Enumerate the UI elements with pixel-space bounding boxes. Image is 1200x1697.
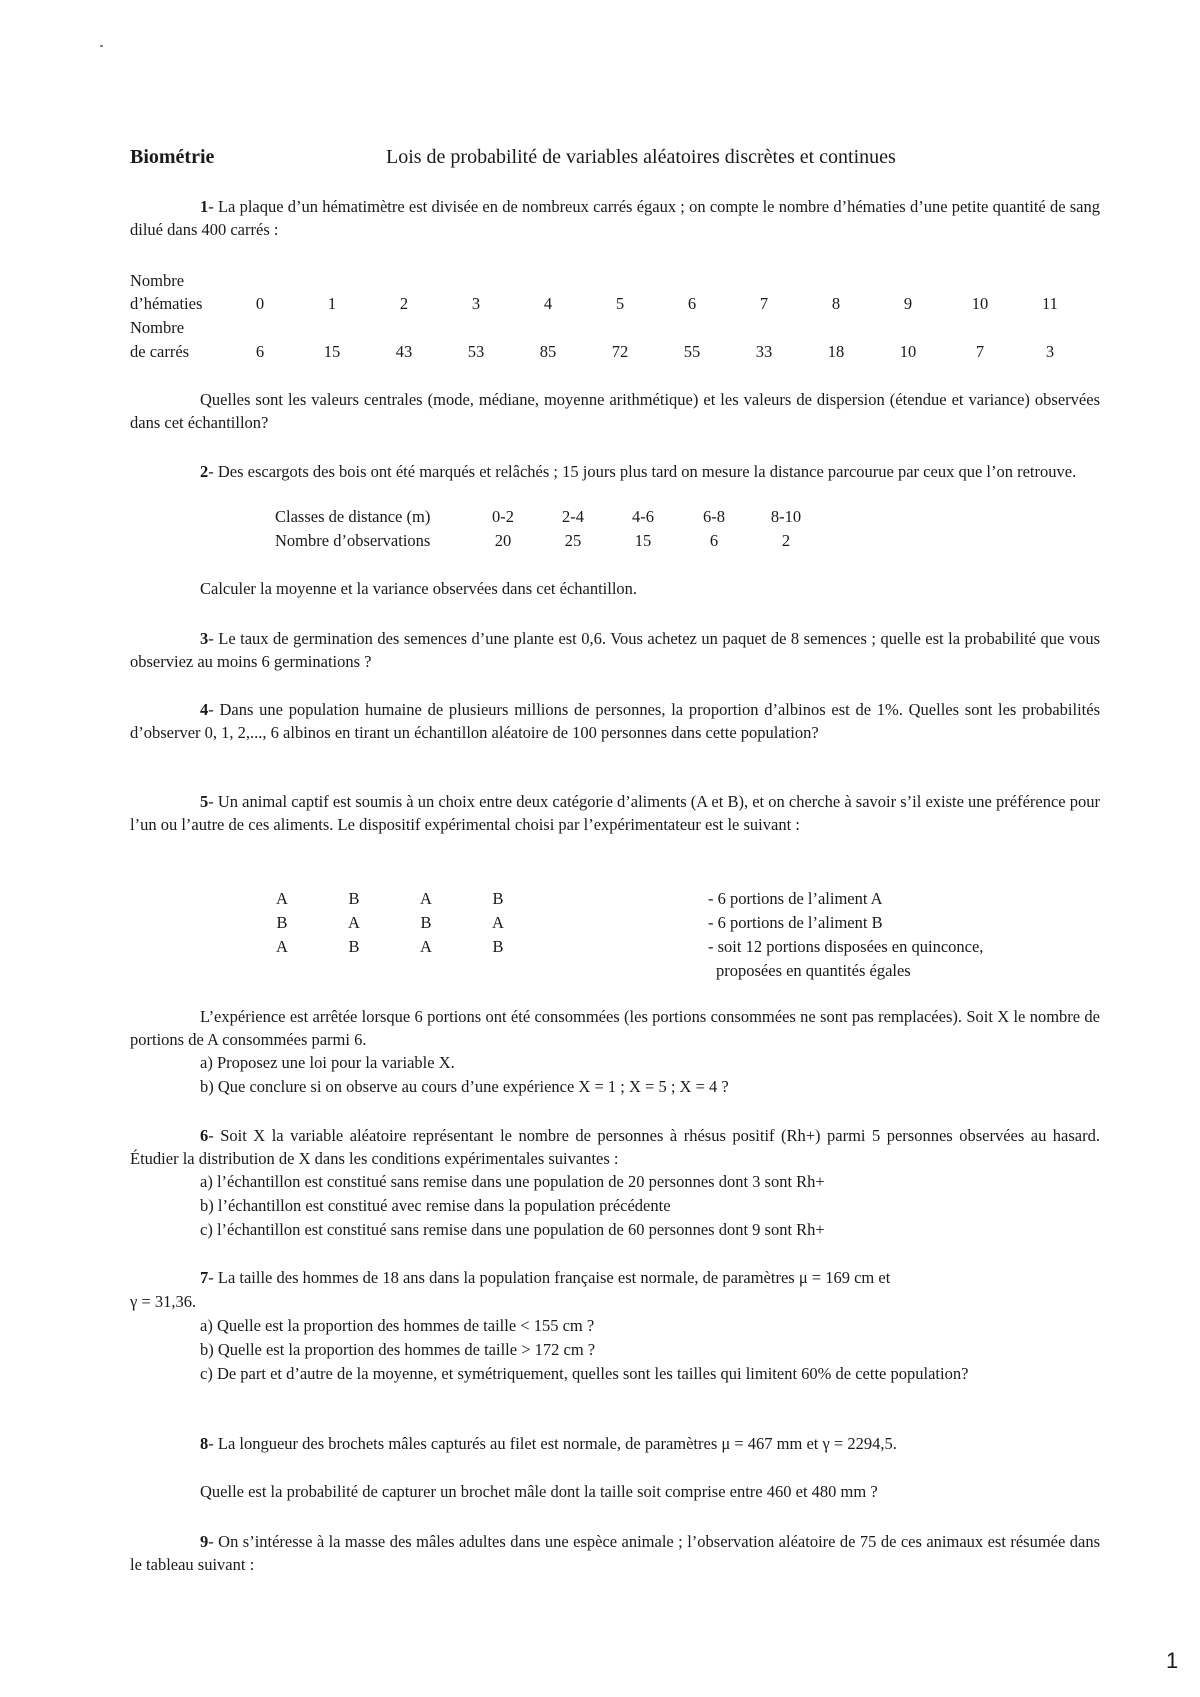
- food-portion-cell: A: [348, 913, 360, 932]
- exercise-1-statement: 1- La plaque d’un hématimètre est divisée en de nombreux carrés égaux ; on compte le nombre d’hématies d’une petite quantité de sang dilué dans 400 carrés :: [130, 197, 1100, 239]
- food-portion-cell: B: [276, 913, 288, 932]
- observation-count-cell: 6: [709, 531, 719, 550]
- food-portion-cell: B: [348, 889, 360, 908]
- hematies-cell: 4: [543, 294, 553, 313]
- hematies-cell: 0: [255, 294, 265, 313]
- exercise-3-statement: 3- Le taux de germination des semences d’une plante est 0,6. Vous achetez un paquet de 8 semences ; quelle est la probabilité que vous observiez au moins 6 germinations ?: [130, 629, 1100, 671]
- food-portion-cell: A: [492, 913, 504, 932]
- carres-cell: 6: [255, 342, 265, 361]
- exercise-6-part-a: a) l’échantillon est constitué sans remise dans une population de 20 personnes dont 3 sont Rh+: [200, 1172, 825, 1191]
- document-title: Lois de probabilité de variables aléatoires discrètes et continues: [386, 146, 896, 168]
- exercise-5-part-b: b) Que conclure si on observe au cours d’une expérience X = 1 ; X = 5 ; X = 4 ?: [200, 1077, 729, 1096]
- table-row-label: Nombre: [130, 271, 185, 290]
- exercise-8-statement: 8- La longueur des brochets mâles capturés au filet est normale, de paramètres μ = 467 mm et γ = 2294,5.: [200, 1434, 897, 1453]
- carres-cell: 53: [467, 342, 485, 361]
- hematies-cell: 10: [971, 294, 989, 313]
- food-portion-cell: A: [420, 937, 432, 956]
- exercise-5-part-a: a) Proposez une loi pour la variable X.: [200, 1053, 455, 1072]
- food-portion-cell: B: [492, 889, 504, 908]
- observation-count-cell: 2: [781, 531, 791, 550]
- carres-cell: 72: [611, 342, 629, 361]
- exercise-2-statement: 2- Des escargots des bois ont été marqués et relâchés ; 15 jours plus tard on mesure la distance parcourue par ceux que l’on retrouve.: [200, 462, 1077, 481]
- exercise-7-part-a: a) Quelle est la proportion des hommes de taille < 155 cm ?: [200, 1316, 595, 1335]
- hematies-cell: 7: [759, 294, 769, 313]
- distance-class-cell: 6-8: [703, 507, 725, 526]
- hematies-cell: 5: [615, 294, 625, 313]
- hematies-cell: 3: [471, 294, 481, 313]
- exercise-2-question: Calculer la moyenne et la variance observées dans cet échantillon.: [200, 579, 638, 598]
- exercise-1-question: Quelles sont les valeurs centrales (mode, médiane, moyenne arithmétique) et les valeurs de dispersion (étendue et variance) observées dans cet échantillon?: [130, 390, 1100, 432]
- exercise-4-statement: 4- Dans une population humaine de plusieurs millions de personnes, la proportion d’albinos est de 1%. Quelles sont les probabilités d’observer 0, 1, 2,..., 6 albinos en tirant un échantillon aléatoire de 100 personnes dans cette population?: [130, 700, 1100, 742]
- carres-cell: 10: [899, 342, 917, 361]
- note-line: - soit 12 portions disposées en quinconce,: [708, 937, 984, 956]
- carres-cell: 33: [755, 342, 773, 361]
- hematies-cell: 11: [1042, 294, 1058, 313]
- exercise-6-part-b: b) l’échantillon est constitué avec remise dans la population précédente: [200, 1196, 671, 1215]
- carres-cell: 43: [395, 342, 413, 361]
- food-portion-cell: A: [276, 937, 288, 956]
- note-line: - 6 portions de l’aliment B: [708, 913, 883, 932]
- table-row-label: Nombre: [130, 318, 185, 337]
- carres-cell: 55: [683, 342, 701, 361]
- food-portion-cell: B: [348, 937, 360, 956]
- table-row-label: Classes de distance (m): [275, 507, 431, 526]
- exercise-7-statement-cont: γ = 31,36.: [130, 1292, 197, 1311]
- scan-speck: [100, 45, 103, 47]
- exercise-5-continuation: L’expérience est arrêtée lorsque 6 portions ont été consommées (les portions consommées ne sont pas remplacées). Soit X le nombre de portions de A consommées parmi 6.: [130, 1007, 1100, 1049]
- table-row-label: d’hématies: [130, 294, 203, 313]
- table-row-label: de carrés: [130, 342, 190, 361]
- note-line: - 6 portions de l’aliment A: [708, 889, 883, 908]
- exercise-6-part-c: c) l’échantillon est constitué sans remise dans une population de 60 personnes dont 9 sont Rh+: [200, 1220, 825, 1239]
- hematies-cell: 6: [687, 294, 697, 313]
- distance-class-cell: 0-2: [492, 507, 514, 526]
- carres-cell: 18: [827, 342, 845, 361]
- distance-class-cell: 4-6: [632, 507, 654, 526]
- carres-cell: 7: [975, 342, 985, 361]
- exercise-8-question: Quelle est la probabilité de capturer un brochet mâle dont la taille soit comprise entre 460 et 480 mm ?: [200, 1482, 878, 1501]
- exercise-7-part-c: c) De part et d’autre de la moyenne, et symétriquement, quelles sont les tailles qui limitent 60% de cette population?: [200, 1364, 969, 1383]
- exercise-7-statement: 7- La taille des hommes de 18 ans dans la population française est normale, de paramètres μ = 169 cm et: [200, 1268, 891, 1287]
- food-portion-cell: B: [492, 937, 504, 956]
- table-row-label: Nombre d’observations: [275, 531, 431, 550]
- observation-count-cell: 25: [564, 531, 582, 550]
- food-portion-cell: A: [420, 889, 432, 908]
- carres-cell: 85: [539, 342, 557, 361]
- carres-cell: 15: [323, 342, 341, 361]
- exercise-6-statement: 6- Soit X la variable aléatoire représentant le nombre de personnes à rhésus positif (Rh+) parmi 5 personnes observées au hasard. Étudier la distribution de X dans les conditions expérimentales suivantes :: [130, 1126, 1100, 1168]
- page-number: 1: [1166, 1648, 1179, 1673]
- hematies-cell: 2: [399, 294, 409, 313]
- distance-class-cell: 8-10: [770, 507, 802, 526]
- exercise-5-statement: 5- Un animal captif est soumis à un choix entre deux catégorie d’aliments (A et B), et on cherche à savoir s’il existe une préférence pour l’un ou l’autre de ces aliments. Le dispositif expérimental choisi par l’expérimentateur est le suivant :: [130, 792, 1100, 834]
- distance-class-cell: 2-4: [562, 507, 584, 526]
- food-portion-cell: A: [276, 889, 288, 908]
- observation-count-cell: 15: [634, 531, 652, 550]
- exercise-9-statement: 9- On s’intéresse à la masse des mâles adultes dans une espèce animale ; l’observation aléatoire de 75 de ces animaux est résumée dans le tableau suivant :: [130, 1532, 1100, 1574]
- note-line: proposées en quantités égales: [716, 961, 911, 980]
- exercise-7-part-b: b) Quelle est la proportion des hommes de taille > 172 cm ?: [200, 1340, 596, 1359]
- hematies-cell: 1: [327, 294, 337, 313]
- subject-title: Biométrie: [130, 146, 215, 168]
- observation-count-cell: 20: [494, 531, 512, 550]
- hematies-cell: 8: [831, 294, 841, 313]
- hematies-cell: 9: [903, 294, 913, 313]
- carres-cell: 3: [1045, 342, 1055, 361]
- food-portion-cell: B: [420, 913, 432, 932]
